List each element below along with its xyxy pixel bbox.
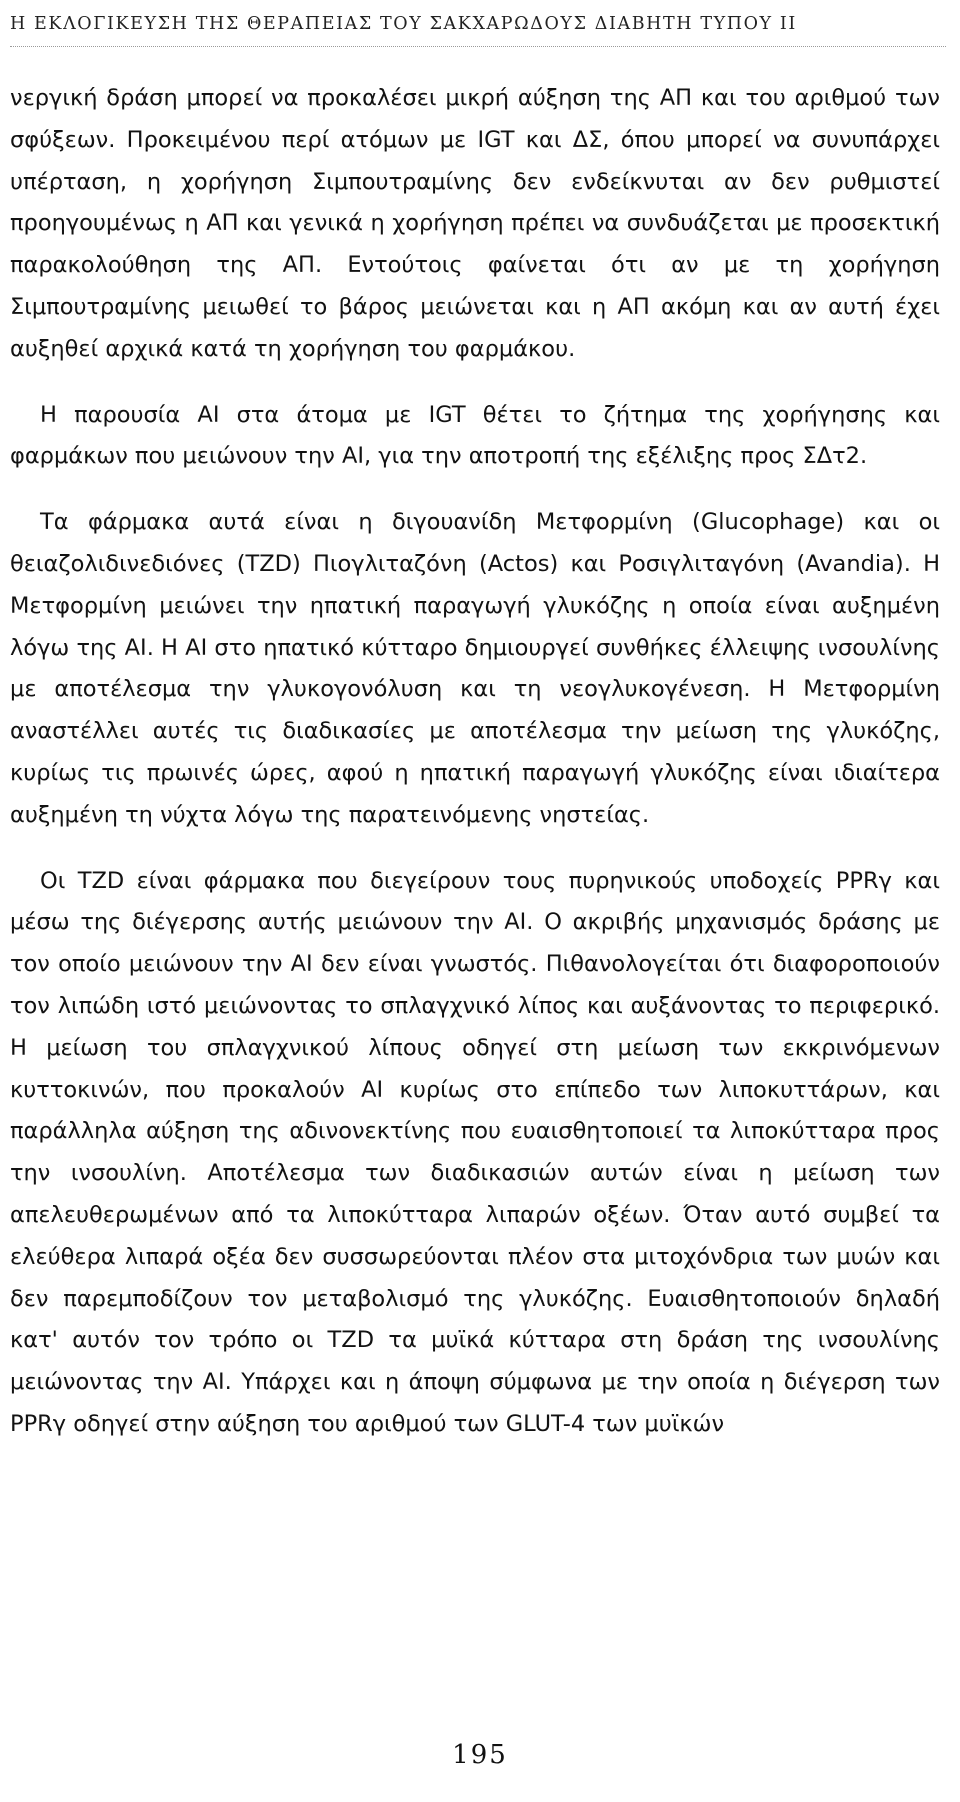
running-header: Η ΕΚΛΟΓΙΚΕΥΣΗ ΤΗΣ ΘΕΡΑΠΕΙΑΣ ΤΟΥ ΣΑΚΧΑΡΩΔΟΥΣ ΔΙΑΒΗΤΗ ΤΥΠΟΥ ΙΙ [10,14,797,34]
paragraph-continuation: νεργική δράση μπορεί να προκαλέσει μικρή αύξηση της ΑΠ και του αριθμού των σφύξεων. Προκειμένου περί ατόμων με IGT και ΔΣ, όπου μπορεί να συνυπάρχει υπέρταση, η χορήγηση Σιμπουτραμίνης δεν ενδείκνυται αν δεν ρυθμιστεί προηγουμένως η ΑΠ και γενικά η χορήγηση πρέπει να συνδυάζεται με προσεκτική παρακολούθηση της ΑΠ. Εντούτοις φαίνεται ότι αν με τη χορήγηση Σιμπουτραμίνης μειωθεί το βάρος μειώνεται και η ΑΠ ακόμη και αν αυτή έχει αυξηθεί αρχικά κατά τη χορήγηση του φαρμάκου. [10,85,940,362]
header-divider [10,46,946,47]
paragraph-ai-igt: Η παρουσία ΑΙ στα άτομα με IGT θέτει το ζήτημα της χορήγησης και φαρμάκων που μειώνουν την ΑΙ, για την αποτροπή της εξέλιξης προς ΣΔτ2. [10,401,940,470]
page-number: 195 [452,1740,508,1770]
paragraph-metformin: Τα φάρμακα αυτά είναι η διγουανίδη Μετφορμίνη (Glucophage) και οι θειαζολιδινεδιόνες (TZD) Πιογλιταζόνη (Actos) και Ροσιγλιταγόνη (Avandia). Η Μετφορμίνη μειώνει την ηπατική παραγωγή γλυκόζης η οποία είναι αυξημένη λόγω της ΑΙ. Η ΑΙ στο ηπατικό κύτταρο δημιουργεί συνθήκες έλλειψης ινσουλίνης με αποτέλεσμα την γλυκογονόλυση και τη νεογλυκογένεση. Η Μετφορμίνη αναστέλλει αυτές τις διαδικασίες με αποτέλεσμα την μείωση της γλυκόζης, κυρίως τις πρωινές ώρες, αφού η ηπατική παραγωγή γλυκόζης είναι ιδιαίτερα αυξημένη τη νύχτα λόγω της παρατεινόμενης νηστείας. [10,509,940,828]
paragraph-tzd: Οι TZD είναι φάρμακα που διεγείρουν τους πυρηνικούς υποδοχείς PPRγ και μέσω της διέγερσης αυτής μειώνουν την ΑΙ. Ο ακριβής μηχανισμός δράσης με τον οποίο μειώνουν την ΑΙ δεν είναι γνωστός. Πιθανολογείται ότι διαφοροποιούν τον λιπώδη ιστό μειώνοντας το σπλαγχνικό λίπος και αυξάνοντας το περιφερικό. Η μείωση του σπλαγχνικού λίπους οδηγεί στη μείωση των εκκρινόμενων κυττοκινών, που προκαλούν ΑΙ κυρίως στο επίπεδο των λιποκυττάρων, και παράλληλα αύξηση της αδινονεκτίνης που ευαισθητοποιεί τα λιποκύτταρα προς την ινσουλίνη. Αποτέλεσμα των διαδικασιών αυτών είναι η μείωση των απελευθερωμένων από τα λιποκύτταρα λιπαρών οξέων. Όταν αυτό συμβεί τα ελεύθερα λιπαρά οξέα δεν συσσωρεύονται πλέον στα μιτοχόνδρια των μυών και δεν παρεμποδίζουν τον μεταβολισμό της γλυκόζης. Ευαισθητοποιούν δηλαδή κατ' αυτόν τον τρόπο οι TZD τα μυϊκά κύτταρα στη δράση της ινσουλίνης μειώνοντας την ΑΙ. Υπάρχει και η άποψη σύμφωνα με την οποία η διέγερση των PPRγ οδηγεί στην αύξηση του αριθμού των GLUT-4 των μυϊκών [10,867,940,1437]
body-text [10,78,940,1446]
